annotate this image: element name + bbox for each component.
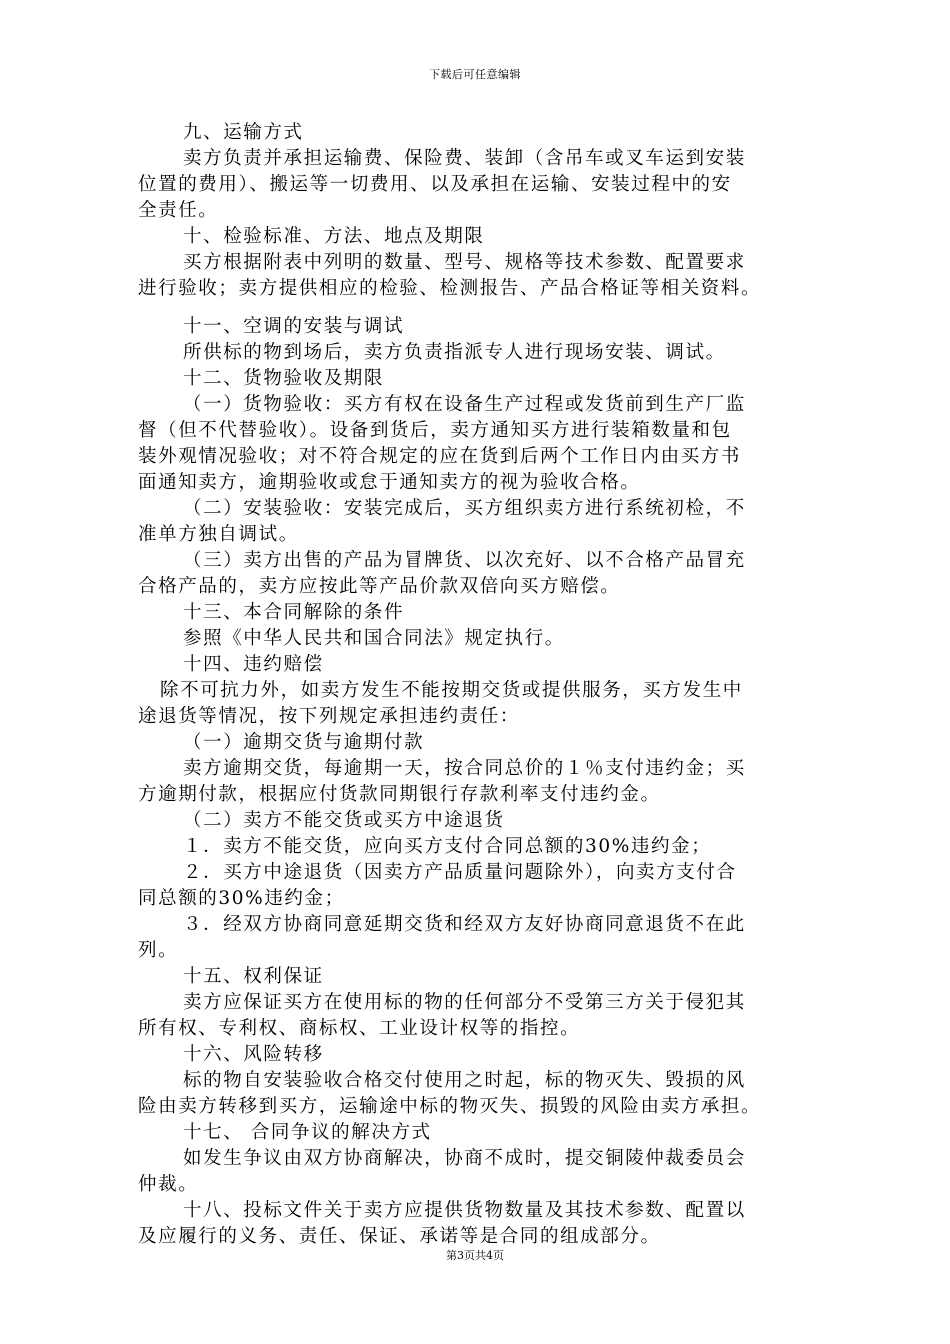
text-line: 位置的费用）、搬运等一切费用、以及承担在运输、安装过程中的安 (138, 174, 732, 195)
text-line: 及应履行的义务、责任、保证、承诺等是合同的组成部分。 (138, 1226, 661, 1247)
document-body (138, 120, 824, 1250)
page-header-note: 下载后可任意编辑 (429, 68, 521, 81)
text-line: 装外观情况验收；对不符合规定的应在货到后两个工作日内由买方书 (138, 446, 742, 467)
text-line: 险由卖方转移到买方，运输途中标的物灭失、损毁的风险由卖方承担。 (138, 1096, 762, 1117)
page-number: 第3页共4页 (446, 1249, 504, 1262)
paragraph-gap (138, 302, 824, 314)
text-line: 方逾期付款，根据应付货款同期银行存款利率支付违约金。 (138, 784, 661, 805)
text-line: 列。 (138, 940, 179, 961)
text-line: 买方根据附表中列明的数量、型号、规格等技术参数、配置要求 (183, 252, 746, 273)
text-line: 如发生争议由双方协商解决，协商不成时，提交铜陵仲裁委员会 (183, 1148, 746, 1169)
text-line: 十一、空调的安装与调试 (183, 316, 405, 337)
text-line: 督（但不代替验收）。设备到货后，卖方通知买方进行装箱数量和包 (138, 420, 732, 441)
text-line: 同总额的30%违约金； (138, 888, 345, 909)
text-line: 进行验收；卖方提供相应的检验、检测报告、产品合格证等相关资料。 (138, 278, 762, 299)
text-line: 十二、货物验收及期限 (183, 368, 385, 389)
text-line: 卖方应保证买方在使用标的物的任何部分不受第三方关于侵犯其 (183, 992, 746, 1013)
text-line: 卖方负责并承担运输费、保险费、装卸（含吊车或叉车运到安装 (183, 148, 746, 169)
text-line: 十四、违约赔偿 (183, 654, 324, 675)
text-line: ３．经双方协商同意延期交货和经双方友好协商同意退货不在此 (183, 914, 746, 935)
text-line: １．卖方不能交货，应向买方支付合同总额的30%违约金； (183, 836, 712, 857)
text-line: 十、检验标准、方法、地点及期限 (183, 226, 485, 247)
text-line: 十五、权利保证 (183, 966, 324, 987)
text-line: 合格产品的，卖方应按此等产品价款双倍向买方赔偿。 (138, 576, 621, 597)
text-line: 参照《中华人民共和国合同法》规定执行。 (183, 628, 565, 649)
text-line: 仲裁。 (138, 1174, 199, 1195)
text-line: （一）逾期交货与逾期付款 (183, 732, 425, 753)
text-line: 标的物自安装验收合格交付使用之时起，标的物灭失、毁损的风 (183, 1070, 746, 1091)
text-line: 十六、风险转移 (183, 1044, 324, 1065)
text-line: 途退货等情况，按下列规定承担违约责任： (138, 706, 520, 727)
text-line: 准单方独自调试。 (138, 524, 299, 545)
text-line: 卖方逾期交货，每逾期一天，按合同总价的１％支付违约金；买 (183, 758, 746, 779)
text-line: 所有权、专利权、商标权、工业设计权等的指控。 (138, 1018, 581, 1039)
text-line: 十七、 合同争议的解决方式 (183, 1122, 432, 1143)
text-line: ２．买方中途退货（因卖方产品质量问题除外），向卖方支付合 (183, 862, 737, 883)
text-line: 十八、投标文件关于卖方应提供货物数量及其技术参数、配置以 (183, 1200, 746, 1221)
text-line: （一）货物验收：买方有权在设备生产过程或发货前到生产厂监 (183, 394, 746, 415)
text-line: （二）卖方不能交货或买方中途退货 (183, 810, 505, 831)
text-line: 十三、本合同解除的条件 (183, 602, 405, 623)
text-line: 除不可抗力外，如卖方发生不能按期交货或提供服务，买方发生中 (160, 680, 743, 701)
text-line: 面通知卖方，逾期验收或怠于通知卖方的视为验收合格。 (138, 472, 641, 493)
text-line: （二）安装验收：安装完成后，买方组织卖方进行系统初检，不 (183, 498, 746, 519)
text-line: 九、运输方式 (183, 122, 304, 143)
text-line: 所供标的物到场后，卖方负责指派专人进行现场安装、调试。 (183, 342, 726, 363)
text-line: （三）卖方出售的产品为冒牌货、以次充好、以不合格产品冒充 (183, 550, 746, 571)
text-line: 全责任。 (138, 200, 219, 221)
